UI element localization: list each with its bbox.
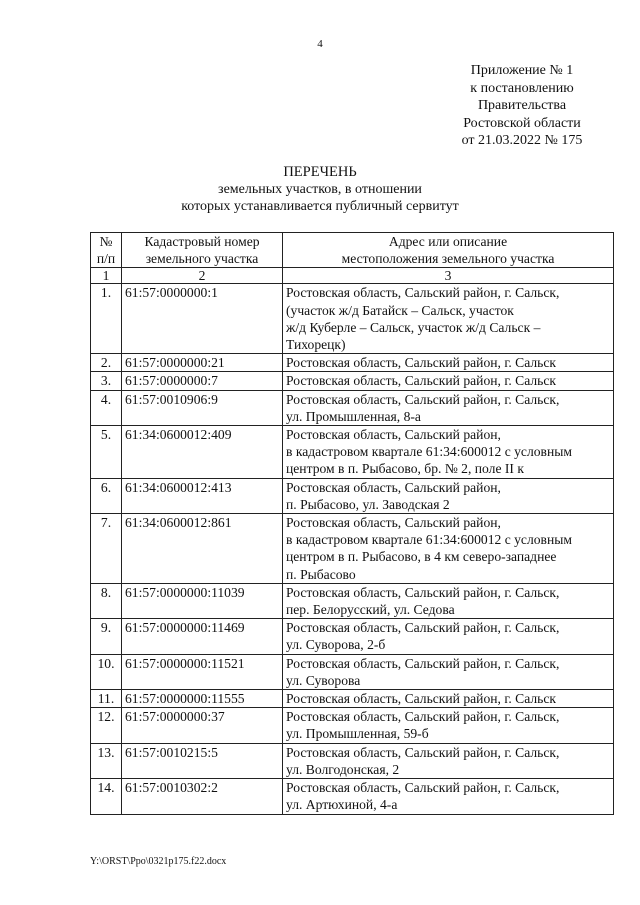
address-line: Ростовская область, Сальский район,: [286, 515, 501, 531]
address-line: Ростовская область, Сальский район, г. Сальск: [286, 691, 557, 707]
heading-subtitle: земельных участков, в отношении: [218, 182, 422, 197]
table-row: [91, 743, 614, 778]
address-line: Ростовская область, Сальский район, г. Сальск: [286, 373, 557, 389]
table-row: [91, 514, 614, 584]
header-cadastral: Кадастровый номер земельного участка: [122, 233, 283, 268]
row-number: 4.: [91, 390, 122, 425]
address-line: ул. Волгодонская, 2: [286, 761, 400, 777]
address-cell: [283, 583, 614, 618]
address-cell: [283, 619, 614, 654]
cadastral-number: 61:34:0600012:861: [122, 514, 283, 584]
appendix-line: Ростовской области: [463, 115, 581, 131]
cadastral-number: 61:57:0000000:37: [122, 708, 283, 743]
address-cell: [283, 354, 614, 372]
address-cell: [283, 690, 614, 708]
address-cell: [283, 514, 614, 584]
address-line: п. Рыбасово: [286, 566, 356, 582]
row-number: 2.: [91, 354, 122, 372]
appendix-line: Правительства: [477, 98, 567, 113]
cadastral-number: 61:57:0000000:11039: [122, 583, 283, 618]
appendix-block: [438, 62, 606, 150]
appendix-line: от 21.03.2022 № 175: [461, 133, 583, 148]
row-number: 8.: [91, 583, 122, 618]
table-row: [91, 390, 614, 425]
address-cell: [283, 654, 614, 689]
address-line: ул. Промышленная, 8-а: [286, 408, 421, 424]
address-line: в кадастровом квартале 61:34:600012 с условным: [286, 532, 572, 548]
heading-title: ПЕРЕЧЕНЬ: [283, 164, 357, 180]
table-row: [91, 690, 614, 708]
address-line: центром в п. Рыбасово, бр. № 2, поле II к: [286, 461, 524, 477]
cadastral-number: 61:57:0000000:1: [122, 284, 283, 354]
address-line: ж/д Куберле – Сальск, участок ж/д Сальск –: [286, 319, 541, 335]
address-line: (участок ж/д Батайск – Сальск, участок: [286, 302, 514, 318]
address-cell: [283, 743, 614, 778]
row-number: 11.: [91, 690, 122, 708]
row-number: 14.: [91, 779, 122, 814]
page-number: 4: [317, 38, 323, 50]
table-row: [91, 354, 614, 372]
appendix-line: к постановлению: [470, 80, 574, 96]
table-row: [91, 284, 614, 354]
address-cell: [283, 426, 614, 479]
address-line: Ростовская область, Сальский район, г. Сальск,: [286, 655, 560, 671]
address-line: Ростовская область, Сальский район, г. Сальск,: [286, 780, 560, 796]
table-row: [91, 372, 614, 390]
cadastral-number: 61:57:0010302:2: [122, 779, 283, 814]
cadastral-number: 61:34:0600012:413: [122, 478, 283, 513]
row-number: 1.: [91, 284, 122, 354]
address-cell: [283, 284, 614, 354]
table-row: [91, 426, 614, 479]
column-index: 1: [91, 268, 122, 284]
address-line: ул. Суворова: [286, 672, 361, 688]
table-row: [91, 619, 614, 654]
address-cell: [283, 478, 614, 513]
cadastral-number: 61:57:0000000:11555: [122, 690, 283, 708]
cadastral-number: 61:57:0010906:9: [122, 390, 283, 425]
row-number: 3.: [91, 372, 122, 390]
row-number: 7.: [91, 514, 122, 584]
cadastral-number: 61:57:0010215:5: [122, 743, 283, 778]
row-number: 6.: [91, 478, 122, 513]
address-cell: [283, 390, 614, 425]
address-line: ул. Артюхиной, 4-а: [286, 797, 398, 813]
address-line: Ростовская область, Сальский район, г. Сальск,: [286, 620, 560, 636]
table-row: [91, 478, 614, 513]
address-line: пер. Белорусский, ул. Седова: [286, 602, 455, 618]
cadastral-number: 61:57:0000000:21: [122, 354, 283, 372]
address-cell: [283, 708, 614, 743]
address-line: Ростовская область, Сальский район, г. Сальск,: [286, 391, 560, 407]
heading-subtitle: которых устанавливается публичный сервитут: [181, 199, 459, 214]
cadastral-number: 61:57:0000000:7: [122, 372, 283, 390]
header-address: Адрес или описание местоположения земельного участка: [283, 233, 614, 268]
table-row: [91, 654, 614, 689]
row-number: 5.: [91, 426, 122, 479]
address-cell: [283, 372, 614, 390]
table-header-row: [91, 233, 614, 268]
table-row: [91, 779, 614, 814]
row-number: 13.: [91, 743, 122, 778]
header-num: № п/п: [91, 233, 122, 268]
column-index: 3: [283, 268, 614, 284]
cadastral-number: 61:57:0000000:11521: [122, 654, 283, 689]
appendix-line: Приложение № 1: [470, 63, 574, 78]
row-number: 12.: [91, 708, 122, 743]
table-row: [91, 708, 614, 743]
column-index-row: [91, 268, 614, 284]
address-line: Тихорецк): [286, 337, 346, 353]
cadastral-number: 61:34:0600012:409: [122, 426, 283, 479]
address-line: Ростовская область, Сальский район, г. Сальск: [286, 355, 557, 371]
land-plots-table: [90, 232, 614, 815]
row-number: 10.: [91, 654, 122, 689]
file-path-footer: Y:\ORST\Ppo\0321p175.f22.docx: [90, 856, 227, 867]
document-heading: [0, 164, 640, 215]
address-line: п. Рыбасово, ул. Заводская 2: [286, 496, 450, 512]
address-line: Ростовская область, Сальский район, г. Сальск,: [286, 744, 560, 760]
address-line: Ростовская область, Сальский район, г. Сальск,: [286, 709, 560, 725]
row-number: 9.: [91, 619, 122, 654]
address-line: Ростовская область, Сальский район,: [286, 427, 501, 443]
address-line: ул. Суворова, 2-б: [286, 637, 386, 653]
address-line: в кадастровом квартале 61:34:600012 с условным: [286, 444, 572, 460]
address-line: центром в п. Рыбасово, в 4 км северо-западнее: [286, 549, 557, 565]
address-line: ул. Промышленная, 59-б: [286, 726, 429, 742]
address-line: Ростовская область, Сальский район, г. Сальск,: [286, 584, 560, 600]
address-line: Ростовская область, Сальский район, г. Сальск,: [286, 285, 560, 301]
address-cell: [283, 779, 614, 814]
table-row: [91, 583, 614, 618]
column-index: 2: [122, 268, 283, 284]
cadastral-number: 61:57:0000000:11469: [122, 619, 283, 654]
address-line: Ростовская область, Сальский район,: [286, 479, 501, 495]
